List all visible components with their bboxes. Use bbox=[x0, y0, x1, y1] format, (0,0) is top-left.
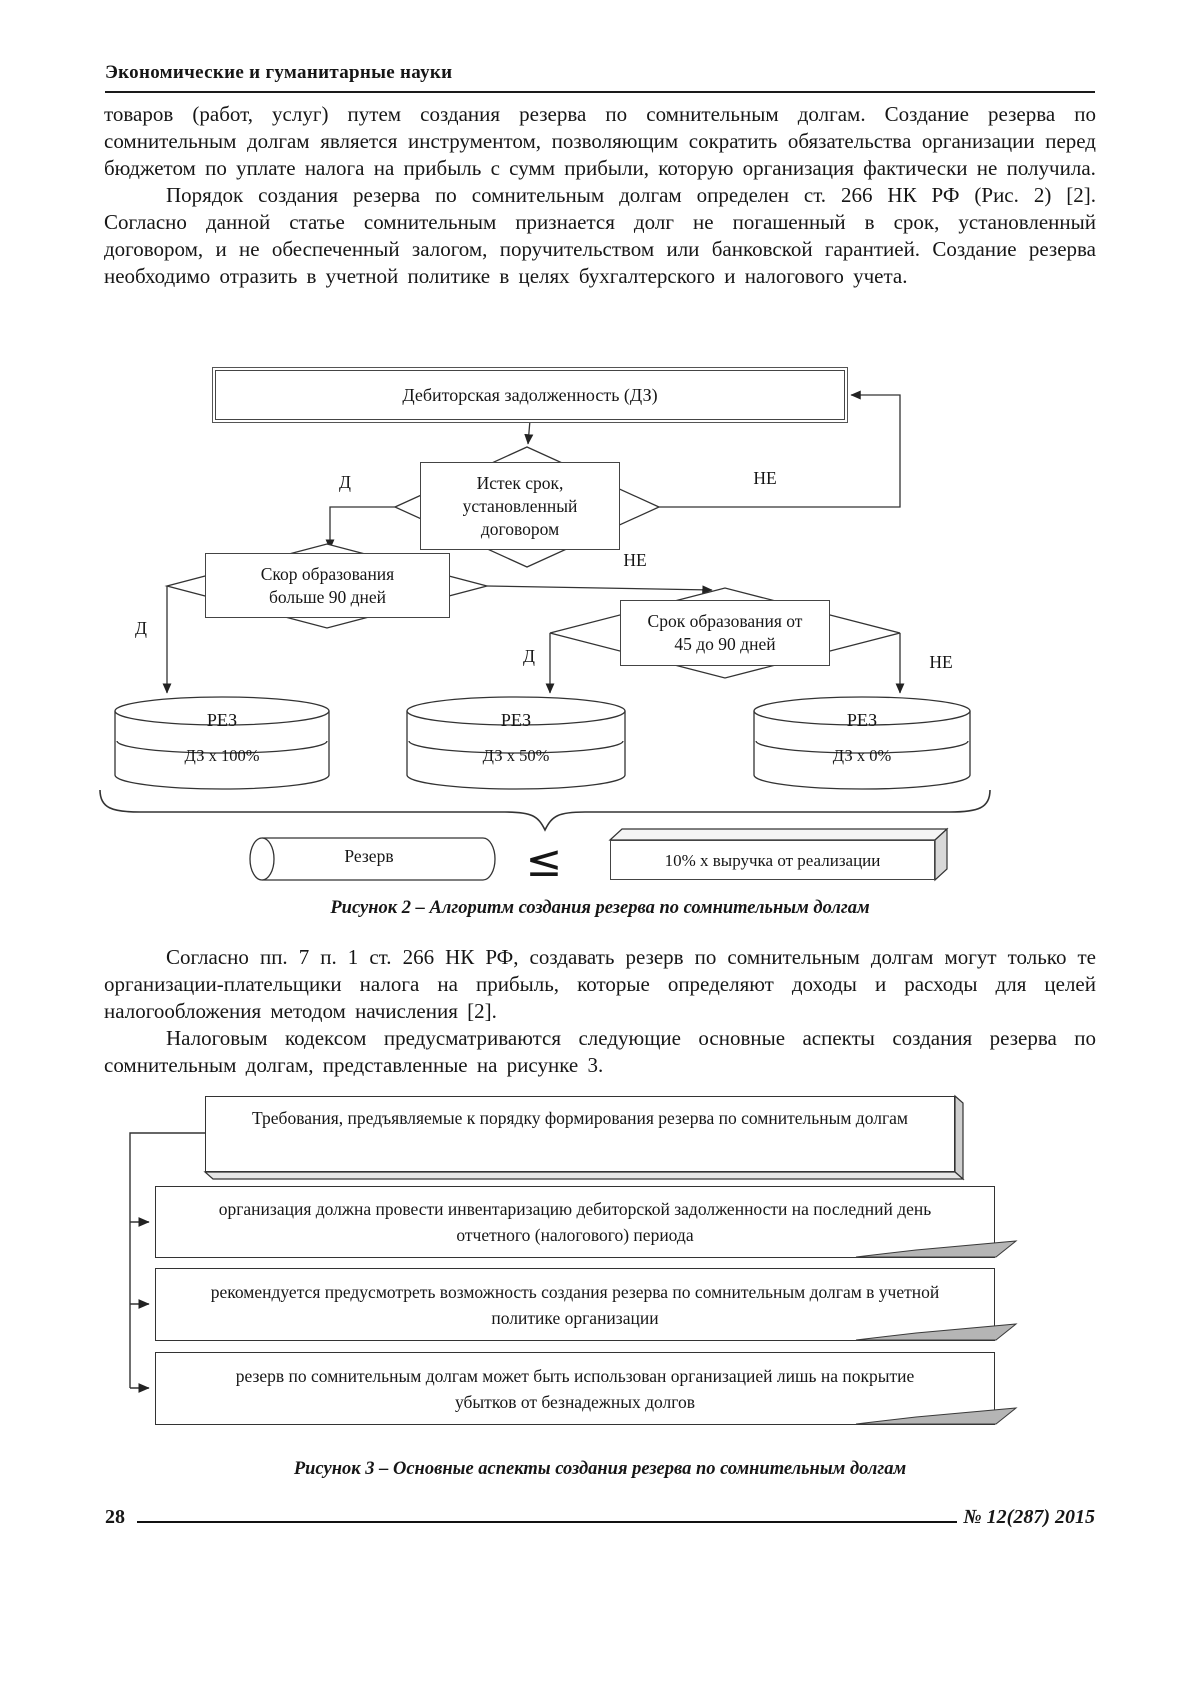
footer-rule bbox=[137, 1509, 957, 1523]
figure-2-flowchart bbox=[0, 360, 1200, 935]
body-text-block-1 bbox=[104, 101, 1096, 290]
cylinder-3-value: ДЗ х 0% bbox=[832, 746, 892, 765]
limit-box-top-face bbox=[610, 829, 947, 840]
arrow-yes1 bbox=[330, 507, 395, 549]
paragraph-3: Согласно пп. 7 п. 1 ст. 266 НК РФ, создавать резерв по сомнительным долгам могут только те организации-плательщики налога на прибыль, которые определяют доходы и расходы для целей налогообложения методом начисления [2]. bbox=[104, 945, 1096, 1023]
label-yes-3: Д bbox=[523, 646, 535, 666]
page-number: 28 bbox=[105, 1506, 125, 1528]
cylinder-1-value: ДЗ х 100% bbox=[184, 746, 260, 765]
cylinder-3-title: РЕЗ bbox=[846, 710, 878, 730]
revenue-limit-box: 10% х выручка от реализации bbox=[610, 840, 935, 880]
flow-decision-over-90-days: Скор образования больше 90 дней bbox=[205, 553, 450, 618]
cylinder-1-title: РЕЗ bbox=[206, 710, 238, 730]
fig3-item-3: резерв по сомнительным долгам может быть использован организацией лишь на покрытие убытков от безнадежных долгов bbox=[155, 1352, 995, 1425]
fig3-header-bottom-face bbox=[205, 1172, 963, 1179]
label-no-3: НЕ bbox=[929, 652, 953, 672]
paragraph-2: Порядок создания резерва по сомнительным долгам определен ст. 266 НК РФ (Рис. 2) [2]. Согласно данной статье сомнительным признается долг не погашенный в срок, установленный договором, и не обеспеченный залогом, поручительством или банковской гарантией. Создание резерва необходимо отразить в учетной политике в целях бухгалтерского и налогового учета. bbox=[104, 183, 1096, 288]
label-no-1: НЕ bbox=[753, 468, 777, 488]
fig3-item-1: организация должна провести инвентаризацию дебиторской задолженности на последний день отчетного (налогового) периода bbox=[155, 1186, 995, 1258]
reserve-cylinder-label: Резерв bbox=[344, 846, 394, 866]
cylinder-2-value: ДЗ х 50% bbox=[482, 746, 550, 765]
flow-node-receivables: Дебиторская задолженность (ДЗ) bbox=[215, 370, 845, 420]
figure-2-drawing bbox=[0, 360, 1200, 935]
page-footer bbox=[105, 1506, 1095, 1529]
body-text-block-2 bbox=[104, 944, 1096, 1079]
arrow-no2 bbox=[487, 586, 712, 590]
label-yes-1: Д bbox=[339, 472, 351, 492]
fig3-connectors bbox=[130, 1133, 205, 1388]
paragraph-1: товаров (работ, услуг) путем создания резерва по сомнительным долгам. Создание резерва по сомнительным долгам является инструментом, позволяющим сократить обязательства организации перед бюджетом по уплате налога на прибыль с сумм прибыли, которую организация фактически не получила. bbox=[104, 102, 1096, 180]
label-yes-2: Д bbox=[135, 618, 147, 638]
flow-decision-45-90-days: Срок образования от 45 до 90 дней bbox=[620, 600, 830, 666]
fig3-header-box: Требования, предъявляемые к порядку формирования резерва по сомнительным долгам bbox=[205, 1096, 955, 1172]
figure-3-caption: Рисунок 3 – Основные аспекты создания резерва по сомнительным долгам bbox=[293, 1459, 907, 1479]
journal-header: Экономические и гуманитарные науки bbox=[105, 62, 1095, 93]
figure-3-diagram bbox=[0, 1085, 1200, 1490]
issue-number: № 12(287) 2015 bbox=[963, 1506, 1095, 1528]
arrow-top-to-decision1 bbox=[528, 420, 530, 444]
figure-2-caption: Рисунок 2 – Алгоритм создания резерва по сомнительным долгам bbox=[330, 898, 870, 918]
curly-brace bbox=[100, 790, 990, 830]
fig3-item-2: рекомендуется предусмотреть возможность создания резерва по сомнительным долгам в учетной политике организации bbox=[155, 1268, 995, 1341]
flow-decision-term-expired: Истек срок, установленный договором bbox=[420, 462, 620, 550]
cylinder-2-title: РЕЗ bbox=[500, 710, 532, 730]
paragraph-4: Налоговым кодексом предусматриваются следующие основные аспекты создания резерва по сомнительным долгам, представленные на рисунке 3. bbox=[104, 1026, 1096, 1077]
label-no-2: НЕ bbox=[623, 550, 647, 570]
fig3-connector-spine bbox=[130, 1133, 205, 1388]
less-equal-symbol: ≤ bbox=[525, 835, 563, 887]
fig3-header-right-face bbox=[955, 1096, 963, 1179]
